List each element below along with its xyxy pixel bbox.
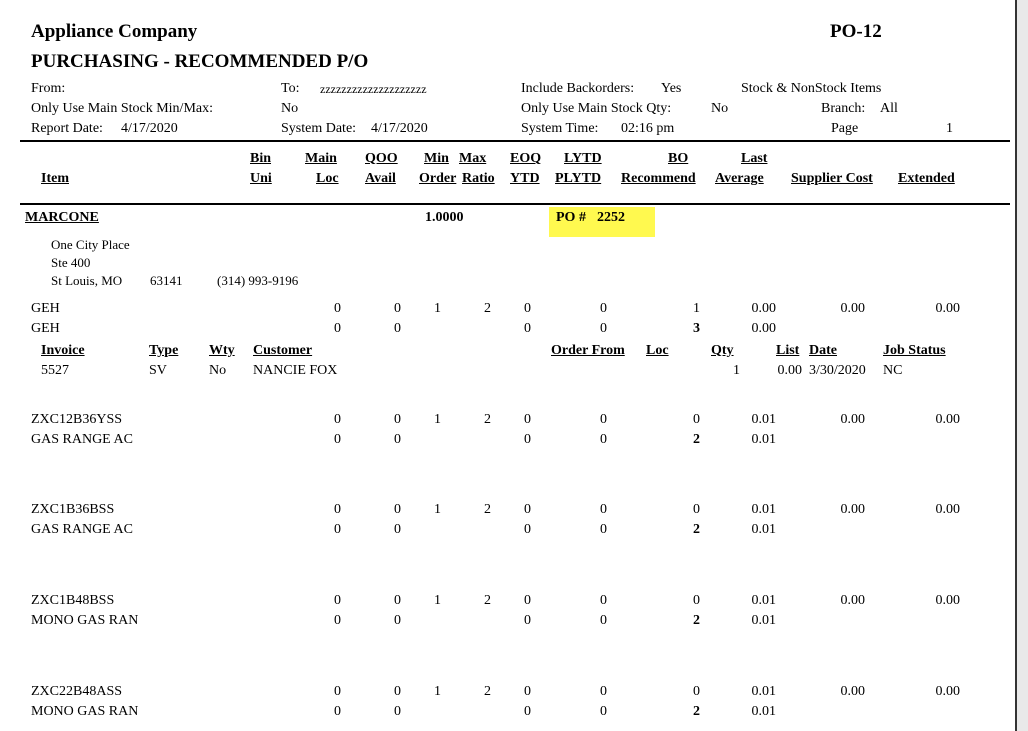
item-main: 0 <box>334 301 341 316</box>
col-bo: BO <box>668 151 689 166</box>
item-ext: 0.00 <box>935 412 960 427</box>
item-bo-row2: 3 <box>693 321 700 336</box>
item-qoo-row2: 0 <box>394 704 401 719</box>
form-code: PO-12 <box>830 21 882 42</box>
item-lytd-row2: 0 <box>600 613 607 628</box>
col-ytd: YTD <box>510 171 540 186</box>
item-lytd: 0 <box>600 593 607 608</box>
item-max: 2 <box>484 593 491 608</box>
to-value: zzzzzzzzzzzzzzzzzzzz <box>320 82 427 96</box>
item-eoq: 0 <box>524 301 531 316</box>
col-item: Item <box>41 171 69 186</box>
item-lytd: 0 <box>600 684 607 699</box>
item-lytd: 0 <box>600 301 607 316</box>
item-eoq-row2: 0 <box>524 321 531 336</box>
col-lytd: LYTD <box>564 151 602 166</box>
item-qoo-row2: 0 <box>394 321 401 336</box>
item-bo: 0 <box>693 412 700 427</box>
inv-invoice: 5527 <box>41 363 69 378</box>
to-label: To: <box>281 81 300 96</box>
item-cost: 0.00 <box>840 684 865 699</box>
inv-col-date: Date <box>809 343 837 358</box>
item-description: GAS RANGE AC <box>31 522 133 537</box>
vendor-address-1: One City Place <box>51 237 130 252</box>
page-label: Page <box>831 121 859 136</box>
col-bin: Bin <box>250 151 272 166</box>
vendor-phone: (314) 993-9196 <box>217 273 299 288</box>
item-max: 2 <box>484 502 491 517</box>
header-rule-top <box>20 140 1010 142</box>
item-description: MONO GAS RAN <box>31 613 139 628</box>
item-last-row2: 0.01 <box>751 613 776 628</box>
col-ratio: Ratio <box>462 171 495 186</box>
main-minmax-label: Only Use Main Stock Min/Max: <box>31 101 213 116</box>
item-min: 1 <box>434 301 441 316</box>
item-last-row2: 0.01 <box>751 432 776 447</box>
item-lytd-row2: 0 <box>600 432 607 447</box>
item-last: 0.00 <box>751 301 776 316</box>
report-date-value: 4/17/2020 <box>121 121 178 136</box>
inv-col-job-status: Job Status <box>883 343 946 358</box>
item-last-row2: 0.01 <box>751 522 776 537</box>
system-date-label: System Date: <box>281 121 357 136</box>
system-time-value: 02:16 pm <box>621 121 675 136</box>
inv-qty: 1 <box>733 363 740 378</box>
stock-items-label: Stock & NonStock Items <box>741 81 882 96</box>
item-ext: 0.00 <box>935 593 960 608</box>
col-avail: Avail <box>365 171 396 186</box>
item-lytd: 0 <box>600 412 607 427</box>
item-cost: 0.00 <box>840 502 865 517</box>
vendor-zip: 63141 <box>150 273 183 288</box>
item-qoo-row2: 0 <box>394 432 401 447</box>
item-lytd-row2: 0 <box>600 704 607 719</box>
item-description: GEH <box>31 321 60 336</box>
header-rule-bottom <box>20 203 1010 205</box>
inv-col-invoice: Invoice <box>41 343 85 358</box>
col-min: Min <box>424 151 449 166</box>
branch-value: All <box>880 101 898 116</box>
item-bo-row2: 2 <box>693 704 700 719</box>
item-eoq: 0 <box>524 684 531 699</box>
item-qoo: 0 <box>394 301 401 316</box>
po-number: 2252 <box>597 210 625 225</box>
item-eoq-row2: 0 <box>524 704 531 719</box>
item-code: ZXC1B48BSS <box>31 593 115 608</box>
system-date-value: 4/17/2020 <box>371 121 428 136</box>
col-max: Max <box>459 151 487 166</box>
page-margin <box>1017 0 1028 731</box>
item-bo-row2: 2 <box>693 522 700 537</box>
item-main-row2: 0 <box>334 522 341 537</box>
item-ext: 0.00 <box>935 502 960 517</box>
item-eoq-row2: 0 <box>524 613 531 628</box>
item-eoq-row2: 0 <box>524 432 531 447</box>
item-min: 1 <box>434 684 441 699</box>
vendor-address-2: Ste 400 <box>51 255 91 270</box>
col-main: Main <box>305 151 337 166</box>
col-extended: Extended <box>898 171 955 186</box>
inv-customer: NANCIE FOX <box>253 363 338 378</box>
item-bo-row2: 2 <box>693 432 700 447</box>
item-main-row2: 0 <box>334 613 341 628</box>
item-qoo: 0 <box>394 684 401 699</box>
col-recommend: Recommend <box>621 171 696 186</box>
col-last: Last <box>741 151 768 166</box>
inv-list: 0.00 <box>777 363 802 378</box>
system-time-label: System Time: <box>521 121 599 136</box>
item-main-row2: 0 <box>334 432 341 447</box>
inv-col-qty: Qty <box>711 343 734 358</box>
vendor-ratio: 1.0000 <box>425 210 464 225</box>
item-ext: 0.00 <box>935 301 960 316</box>
inv-col-wty: Wty <box>209 343 235 358</box>
inv-col-customer: Customer <box>253 343 313 358</box>
item-main: 0 <box>334 684 341 699</box>
item-min: 1 <box>434 502 441 517</box>
item-cost: 0.00 <box>840 593 865 608</box>
item-cost: 0.00 <box>840 412 865 427</box>
col-supplier-cost: Supplier Cost <box>791 171 873 186</box>
main-qty-value: No <box>711 101 729 116</box>
backorders-value: Yes <box>661 81 682 96</box>
inv-col-loc: Loc <box>646 343 669 358</box>
page-number: 1 <box>946 121 953 136</box>
main-minmax-value: No <box>281 101 299 116</box>
item-last: 0.01 <box>751 684 776 699</box>
item-max: 2 <box>484 684 491 699</box>
item-bo: 0 <box>693 593 700 608</box>
item-min: 1 <box>434 412 441 427</box>
item-eoq-row2: 0 <box>524 522 531 537</box>
item-last: 0.01 <box>751 502 776 517</box>
item-description: GAS RANGE AC <box>31 432 133 447</box>
col-eoq: EOQ <box>510 151 542 166</box>
col-order: Order <box>419 171 457 186</box>
item-main-row2: 0 <box>334 321 341 336</box>
inv-col-list: List <box>776 343 800 358</box>
item-last-row2: 0.00 <box>751 321 776 336</box>
item-ext: 0.00 <box>935 684 960 699</box>
inv-col-type: Type <box>149 343 179 358</box>
vendor-name: MARCONE <box>25 210 99 225</box>
branch-label: Branch: <box>821 101 866 116</box>
col-loc: Loc <box>316 171 339 186</box>
col-plytd: PLYTD <box>555 171 602 186</box>
backorders-label: Include Backorders: <box>521 81 635 96</box>
from-label: From: <box>31 81 66 96</box>
item-main: 0 <box>334 593 341 608</box>
col-uni: Uni <box>250 171 272 186</box>
inv-job-status: NC <box>883 363 903 378</box>
item-last: 0.01 <box>751 412 776 427</box>
item-lytd-row2: 0 <box>600 321 607 336</box>
inv-col-order-from: Order From <box>551 343 625 358</box>
inv-date: 3/30/2020 <box>809 363 866 378</box>
item-last: 0.01 <box>751 593 776 608</box>
item-eoq: 0 <box>524 502 531 517</box>
item-main-row2: 0 <box>334 704 341 719</box>
item-qoo-row2: 0 <box>394 613 401 628</box>
item-eoq: 0 <box>524 593 531 608</box>
item-main: 0 <box>334 502 341 517</box>
item-min: 1 <box>434 593 441 608</box>
item-code: GEH <box>31 301 60 316</box>
col-qoo: QOO <box>365 151 398 166</box>
po-label: PO # <box>556 210 586 225</box>
item-bo-row2: 2 <box>693 613 700 628</box>
item-code: ZXC12B36YSS <box>31 412 123 427</box>
col-average: Average <box>715 171 764 186</box>
report-title: PURCHASING - RECOMMENDED P/O <box>31 51 369 72</box>
item-description: MONO GAS RAN <box>31 704 139 719</box>
item-code: ZXC22B48ASS <box>31 684 123 699</box>
item-lytd-row2: 0 <box>600 522 607 537</box>
inv-wty: No <box>209 363 227 378</box>
item-qoo-row2: 0 <box>394 522 401 537</box>
vendor-city: St Louis, MO <box>51 273 123 288</box>
item-code: ZXC1B36BSS <box>31 502 115 517</box>
item-eoq: 0 <box>524 412 531 427</box>
item-qoo: 0 <box>394 412 401 427</box>
company-name: Appliance Company <box>31 21 198 42</box>
item-bo: 1 <box>693 301 700 316</box>
item-bo: 0 <box>693 502 700 517</box>
report-date-label: Report Date: <box>31 121 103 136</box>
item-max: 2 <box>484 301 491 316</box>
item-last-row2: 0.01 <box>751 704 776 719</box>
item-max: 2 <box>484 412 491 427</box>
inv-type: SV <box>149 363 167 378</box>
item-qoo: 0 <box>394 502 401 517</box>
item-main: 0 <box>334 412 341 427</box>
item-lytd: 0 <box>600 502 607 517</box>
item-cost: 0.00 <box>840 301 865 316</box>
item-qoo: 0 <box>394 593 401 608</box>
item-bo: 0 <box>693 684 700 699</box>
main-qty-label: Only Use Main Stock Qty: <box>521 101 672 116</box>
